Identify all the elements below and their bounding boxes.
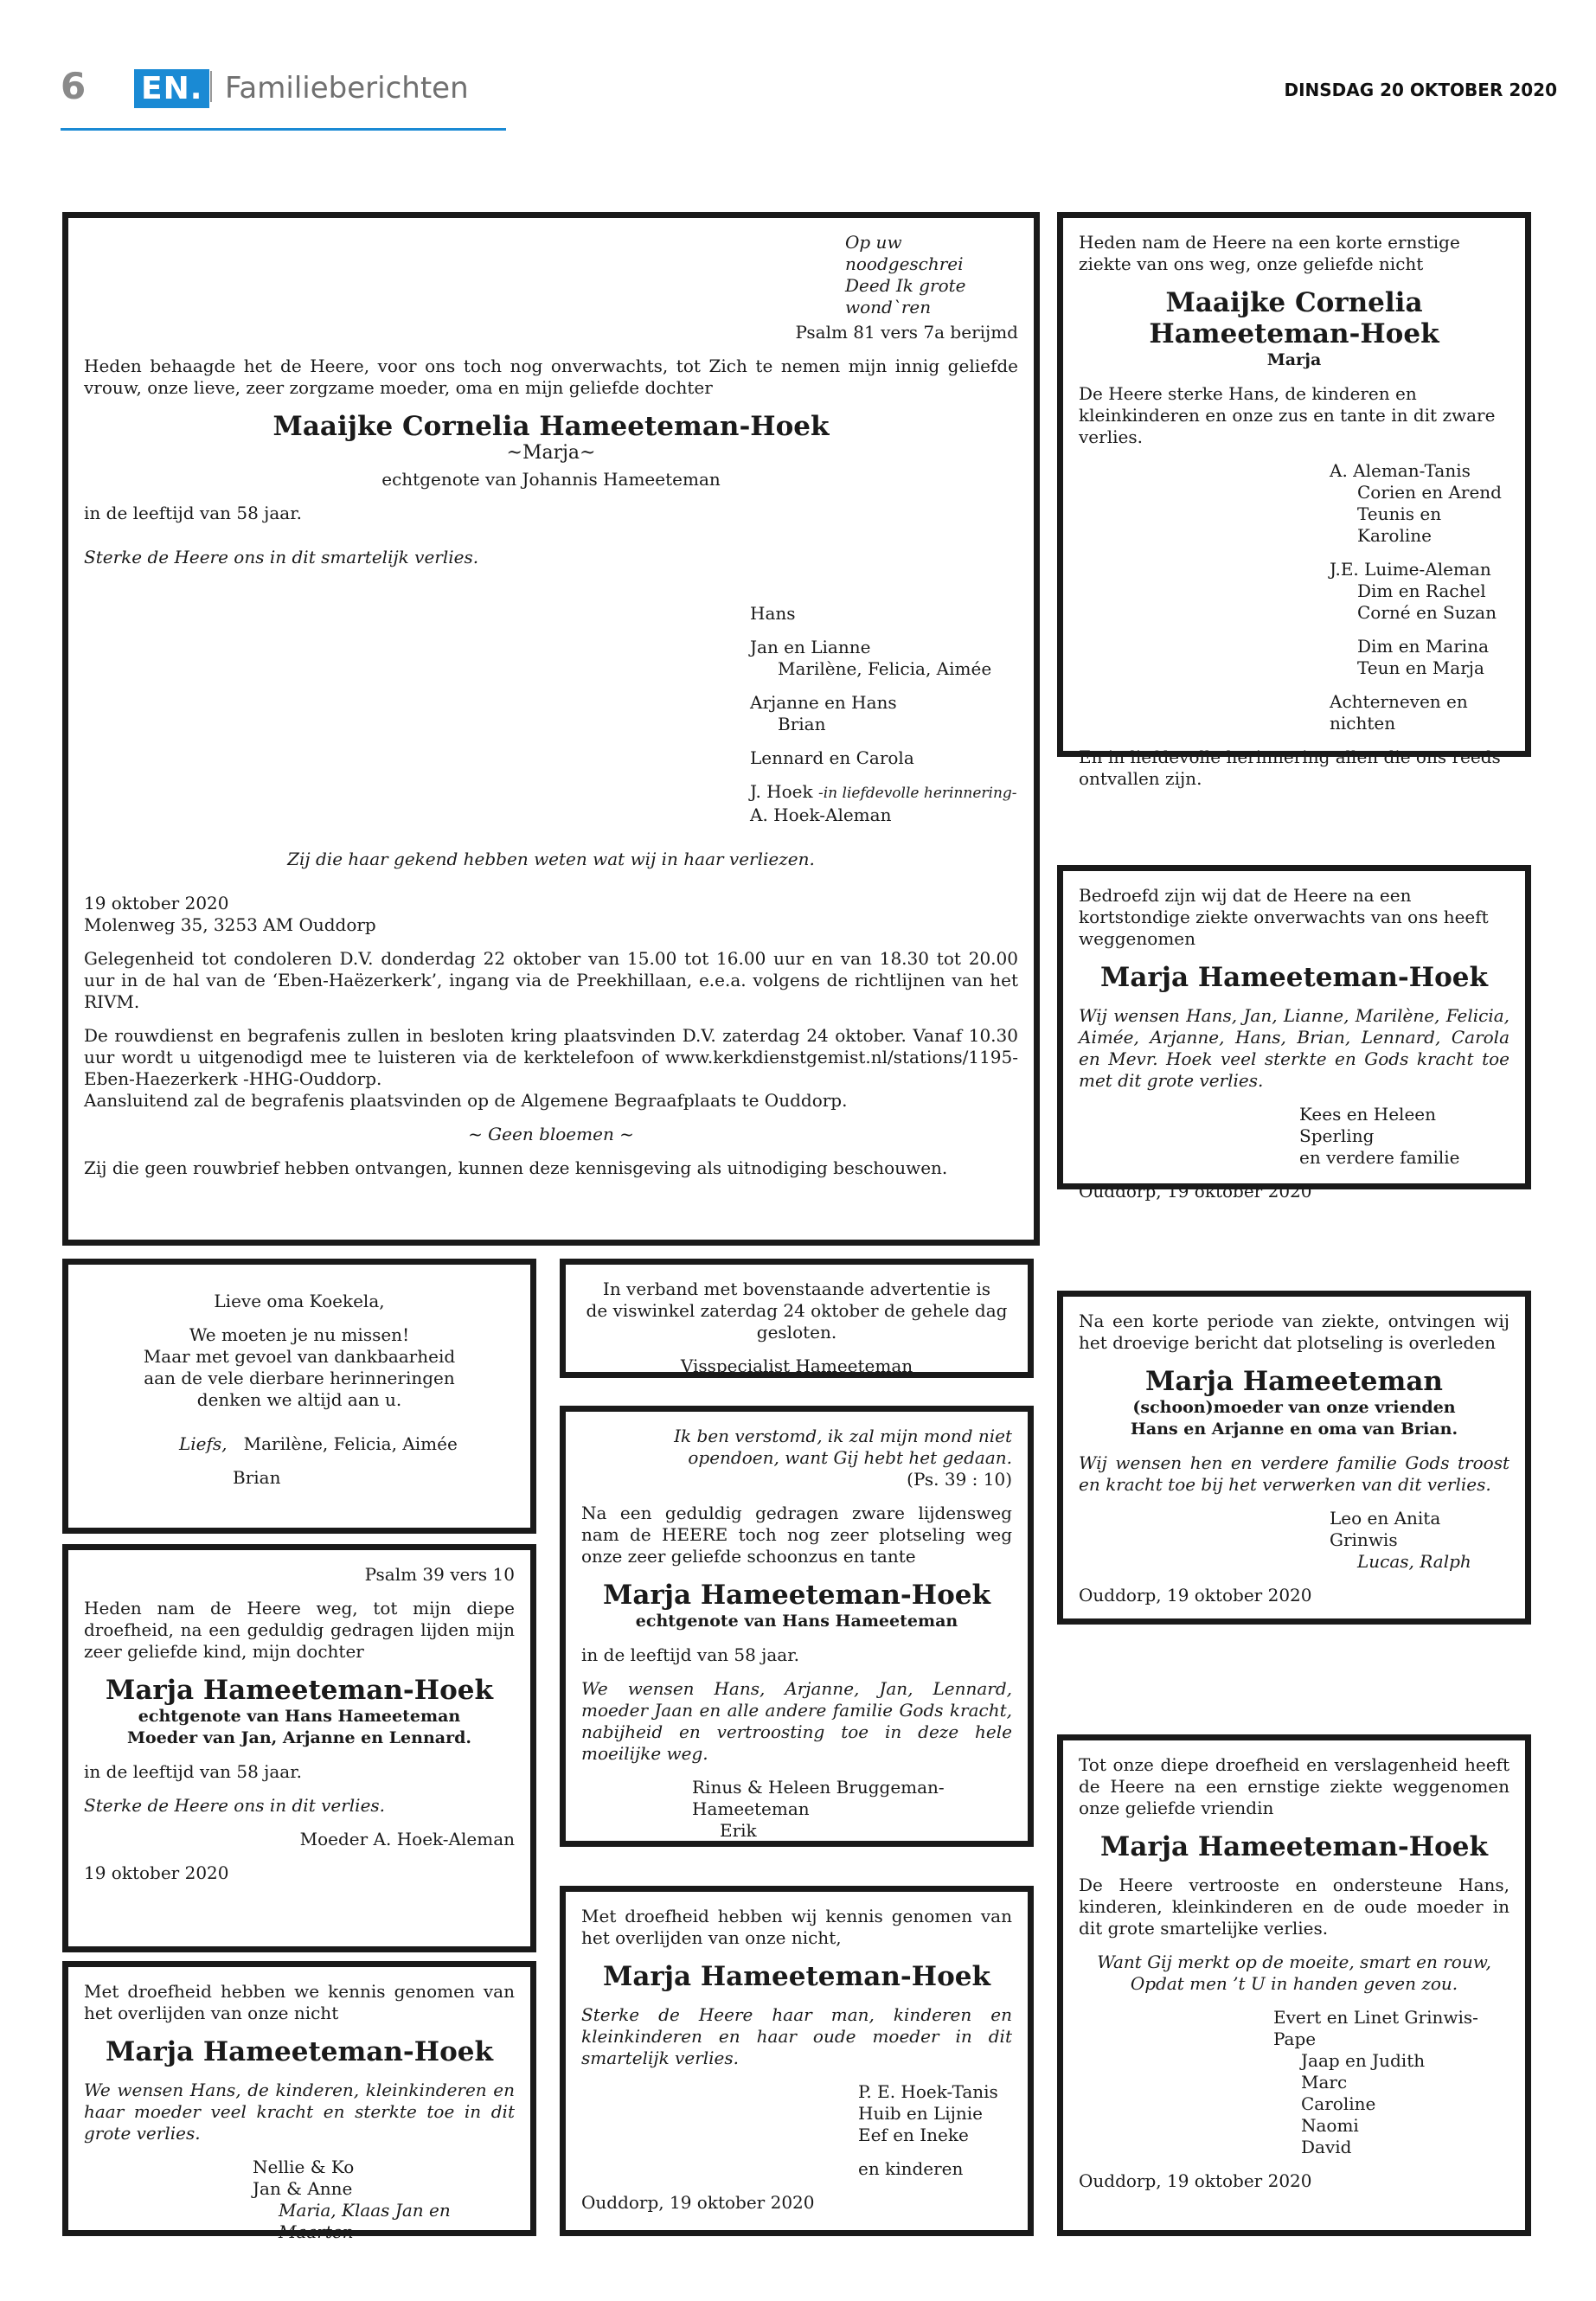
signature: Dim en Rachel (1357, 580, 1486, 601)
main-death-notice (62, 212, 1040, 1246)
nickname: Marja (1266, 350, 1322, 369)
comfort-line: Sterke de Heere ons in dit verlies. (84, 1795, 386, 1816)
signature: Nellie & Ko (253, 2157, 355, 2177)
signature: Corien en Arend (1357, 482, 1502, 503)
signature: Achterneven en nichten (1330, 691, 1468, 734)
relation-line: Moeder van Jan, Arjanne en Lennard. (127, 1728, 471, 1747)
family-signatures (750, 603, 1018, 826)
family-signatures (1330, 460, 1509, 734)
place-date: Ouddorp, 19 oktober 2020 (1079, 2170, 1312, 2191)
intro-text: Heden nam de Heere weg, tot mijn diepe droefheid, na een geduldig gedragen lijden mijn zeer geliefde kind, mijn dochter (84, 1598, 515, 1662)
signature: Rinus & Heleen Bruggeman-Hameeteman (692, 1777, 945, 1819)
notice-hoek-tanis (560, 1886, 1034, 2236)
signature: Marilène, Felicia, Aimée (778, 658, 992, 679)
section-title: Familieberichten (225, 71, 469, 106)
notice-visspecialist (560, 1259, 1034, 1378)
intro-text: Heden nam de Heere na een korte ernstige ziekte van ons weg, onze geliefde nicht (1079, 232, 1460, 274)
verse-line: Deed Ik grote wond`ren (845, 275, 966, 317)
relation-line: (schoon)moeder van onze vrienden (1132, 1398, 1456, 1417)
signature: Visspecialist Hameeteman (680, 1356, 913, 1376)
notice-date: 19 oktober 2020 (84, 1862, 229, 1883)
signature: en kinderen (858, 2158, 964, 2179)
signature: Caroline (1301, 2093, 1376, 2114)
age-line: in de leeftijd van 58 jaar. (84, 503, 302, 523)
signature: Marilène, Felicia, Aimée (243, 1433, 458, 1454)
signature: Arjanne en Hans (750, 692, 897, 713)
comfort-line: Sterke de Heere ons in dit smartelijk verlies. (84, 547, 479, 567)
place-date: Ouddorp, 19 oktober 2020 (1079, 1181, 1312, 1202)
quote-line: Zij die haar gekend hebben weten wat wij in haar verliezen. (287, 849, 815, 869)
invitation-notice: Zij die geen rouwbrief hebben ontvangen, kunnen deze kennisgeving als uitnodiging beschouwen. (84, 1157, 948, 1178)
notice-mother (62, 1544, 536, 1952)
notice-address: Molenweg 35, 3253 AM Ouddorp (84, 914, 376, 935)
info-line: de viswinkel zaterdag 24 oktober de gehele dag gesloten. (586, 1300, 1008, 1343)
nickname: ~Marja~ (506, 442, 596, 464)
notice-aleman (1057, 212, 1531, 789)
info-line: In verband met bovenstaande advertentie is (602, 1279, 991, 1299)
signature: Leo en Anita Grinwis (1330, 1508, 1441, 1550)
intro-text: Bedroefd zijn wij dat de Heere na een kortstondige ziekte onverwachts van ons heeft weggenomen (1079, 885, 1489, 949)
verse-line: Want Gij merkt op de moeite, smart en rouw, (1097, 1952, 1491, 1972)
signatures (1299, 1104, 1509, 1169)
poem-line: aan de vele dierbare herinneringen (144, 1368, 455, 1388)
issue-date: DINSDAG 20 OKTOBER 2020 (1284, 80, 1557, 100)
signature: Erik (720, 1820, 757, 1841)
notice-date: 19 oktober 2020 (84, 893, 229, 913)
relation-line: echtgenote van Hans Hameeteman (635, 1612, 958, 1631)
signature: en verdere familie (1299, 1147, 1460, 1168)
age-line: in de leeftijd van 58 jaar. (581, 1644, 799, 1665)
signature: Teunis en Karoline (1357, 503, 1442, 546)
newspaper-logo: EN. (134, 69, 209, 108)
notice-grinwis (1057, 1291, 1531, 1625)
service-info: De rouwdienst en begrafenis zullen in besloten kring plaatsvinden D.V. zaterdag 24 oktober. Vanaf 10.30 uur wordt u uitgenodigd mee te luisteren via de kerktelefoon of www.kerkdienstgemist.nl/stations/1195-Eben-Haezerkerk -HHG-Ouddorp. (84, 1025, 1018, 1089)
signature-note: -in liefdevolle herinnering- (817, 785, 1017, 802)
intro-text: Met droefheid hebben wij kennis genomen van het overlijden van onze nicht, (581, 1906, 1012, 1948)
burial-info: Aansluitend zal de begrafenis plaatsvinden op de Algemene Begraafplaats te Ouddorp. (84, 1090, 848, 1111)
poem-line: denken we altijd aan u. (196, 1389, 402, 1410)
age-line: in de leeftijd van 58 jaar. (84, 1761, 302, 1782)
signature: Jan en Lianne (750, 637, 871, 657)
deceased-name: Marja Hameeteman-Hoek (1100, 1831, 1488, 1862)
intro-text: Na een korte periode van ziekte, ontvingen wij het droevige bericht dat plotseling is overleden (1079, 1311, 1509, 1353)
poem-line: We moeten je nu missen! (189, 1324, 410, 1345)
family-signatures (858, 2081, 1012, 2180)
signature: Lucas, Ralph (1357, 1551, 1471, 1572)
intro-text: Heden behaagde het de Heere, voor ons toch nog onverwachts, tot Zich te nemen mijn innig geliefde vrouw, onze lieve, zeer zorgzame moeder, oma en mijn geliefde dochter (84, 356, 1018, 398)
deceased-name: Marja Hameeteman-Hoek (106, 1675, 493, 1706)
verse-reference: Psalm 81 vers 7a berijmd (795, 322, 1018, 343)
no-flowers: ~ Geen bloemen ~ (468, 1124, 634, 1144)
deceased-name: Marja Hameeteman-Hoek (1100, 962, 1488, 993)
wish-text: We wensen Hans, de kinderen, kleinkinderen en haar moeder veel kracht en sterkte toe in dit grote verlies. (84, 2080, 515, 2144)
page-number: 6 (61, 65, 87, 107)
page-header (61, 61, 1557, 130)
wish-text: We wensen Hans, Arjanne, Jan, Lennard, moeder Jaan en alle andere familie Gods kracht, nabijheid en vertroosting toe in deze hele moeilijke weg. (581, 1678, 1012, 1764)
signature: Huib en Lijnie (858, 2103, 983, 2124)
signature: Evert en Linet Grinwis-Pape (1273, 2007, 1478, 2049)
intro-text: Tot onze diepe droefheid en verslagenheid heeft de Heere na een ernstige ziekte weggenomen onze geliefde vriendin (1079, 1754, 1509, 1818)
signature: Eef en Ineke (858, 2125, 969, 2145)
intro-text: Met droefheid hebben we kennis genomen van het overlijden van onze nicht (84, 1981, 515, 2023)
deceased-name: Marja Hameeteman-Hoek (106, 2036, 493, 2067)
verse-line: Op uw noodgeschrei (845, 232, 964, 274)
closing-line: En in liefdevolle herinnering allen die ons reeds ontvallen zijn. (1079, 747, 1501, 789)
deceased-name: Maaijke Cornelia (1165, 287, 1423, 318)
intro-text: Na een geduldig gedragen zware lijdensweg nam de HEERE toch nog zeer plotseling weg onze zeer geliefde schoonzus en tante (581, 1503, 1012, 1567)
relation-line: echtgenote van Hans Hameeteman (138, 1707, 461, 1726)
signature: A. Aleman-Tanis (1330, 460, 1471, 481)
signature: Hans (750, 603, 796, 624)
comfort-line: De Heere sterke Hans, de kinderen en kleinkinderen en onze zus en tante in dit zware verlies. (1079, 383, 1496, 447)
verse-line: Ik ben verstomd, ik zal mijn mond niet (674, 1426, 1012, 1446)
signature: J. Hoek (750, 781, 813, 802)
wish-text: Sterke de Heere haar man, kinderen en kleinkinderen en haar oude moeder in dit smartelijk verlies. (581, 2004, 1012, 2068)
signature: Teun en Marja (1357, 657, 1484, 678)
greeting: Lieve oma Koekela, (214, 1291, 385, 1311)
spouse-line: echtgenote van Johannis Hameeteman (381, 469, 721, 490)
condolence-info: Gelegenheid tot condoleren D.V. donderdag 22 oktober van 15.00 tot 16.00 uur en van 18.30 tot 20.00 uur in de hal van de ‘Eben-Haëzerkerk’, ingang via de Preekhillaan, e.e.a. volgens de richtlijnen van het RIVM. (84, 948, 1018, 1012)
signature: Jan & Anne (253, 2178, 353, 2199)
signoff: Liefs, (179, 1433, 228, 1454)
deceased-name: Marja Hameeteman (1145, 1366, 1443, 1397)
wish-text: Wij wensen Hans, Jan, Lianne, Marilène, Felicia, Aimée, Arjanne, Hans, Brian, Lennard, Carola en Mevr. Hoek veel sterkte en Gods kracht toe met dit grote verlies. (1079, 1005, 1509, 1091)
verse-line: Opdat men ’t U in handen geven zou. (1130, 1973, 1458, 1994)
relation-line: Hans en Arjanne en oma van Brian. (1130, 1420, 1458, 1439)
signature: Brian (233, 1467, 281, 1488)
signature: Jaap en Judith (1301, 2050, 1426, 2071)
wish-text: Wij wensen hen en verdere familie Gods troost en kracht toe bij het verwerken van dit verlies. (1079, 1452, 1509, 1495)
deceased-name: Hameeteman-Hoek (1149, 318, 1439, 349)
signature: Moeder A. Hoek-Aleman (299, 1829, 515, 1849)
notice-grinwis-pape (1057, 1734, 1531, 2236)
comfort-line: De Heere vertrooste en ondersteune Hans, kinderen, kleinkinderen en de oude moeder in dit grote smartelijke verlies. (1079, 1875, 1509, 1939)
psalm-verse (581, 1426, 1012, 1469)
notice-oma-koekela (62, 1259, 536, 1534)
signature: J.E. Luime-Aleman (1330, 559, 1491, 580)
verse-reference: Psalm 39 vers 10 (364, 1564, 515, 1585)
signature: David (1301, 2137, 1352, 2157)
signature: Maria, Klaas Jan en Maarten (279, 2200, 451, 2242)
signature: P. E. Hoek-Tanis (858, 2081, 998, 2102)
place-date: Ouddorp, 19 oktober 2020 (581, 2192, 815, 2213)
deceased-name: Maaijke Cornelia Hameeteman-Hoek (272, 411, 830, 442)
verse-line: opendoen, want Gij hebt het gedaan. (688, 1447, 1012, 1468)
notice-nellie-ko (62, 1961, 536, 2242)
signature: Dim en Marina (1357, 636, 1489, 657)
place-date: Ouddorp, 19 oktober 2020 (1079, 1585, 1312, 1606)
notice-sperling (1057, 865, 1531, 1202)
notice-bruggeman (560, 1406, 1034, 1847)
verse-reference: (Ps. 39 : 10) (907, 1469, 1012, 1490)
header-divider (210, 71, 212, 102)
signature: Kees en Heleen Sperling (1299, 1104, 1436, 1146)
signature: A. Hoek-Aleman (750, 804, 892, 825)
deceased-name: Marja Hameeteman-Hoek (603, 1580, 990, 1611)
poem-line: Maar met gevoel van dankbaarheid (143, 1346, 456, 1367)
signature: Lennard en Carola (750, 747, 914, 768)
signature: Marc (1301, 2072, 1348, 2093)
psalm-verse (845, 232, 1018, 318)
deceased-name: Marja Hameeteman-Hoek (603, 1961, 990, 1992)
signature: Brian (778, 714, 826, 734)
family-signatures (1273, 2007, 1509, 2158)
signature: Corné en Suzan (1357, 602, 1497, 623)
signature: Naomi (1301, 2115, 1359, 2136)
header-rule (61, 128, 506, 131)
